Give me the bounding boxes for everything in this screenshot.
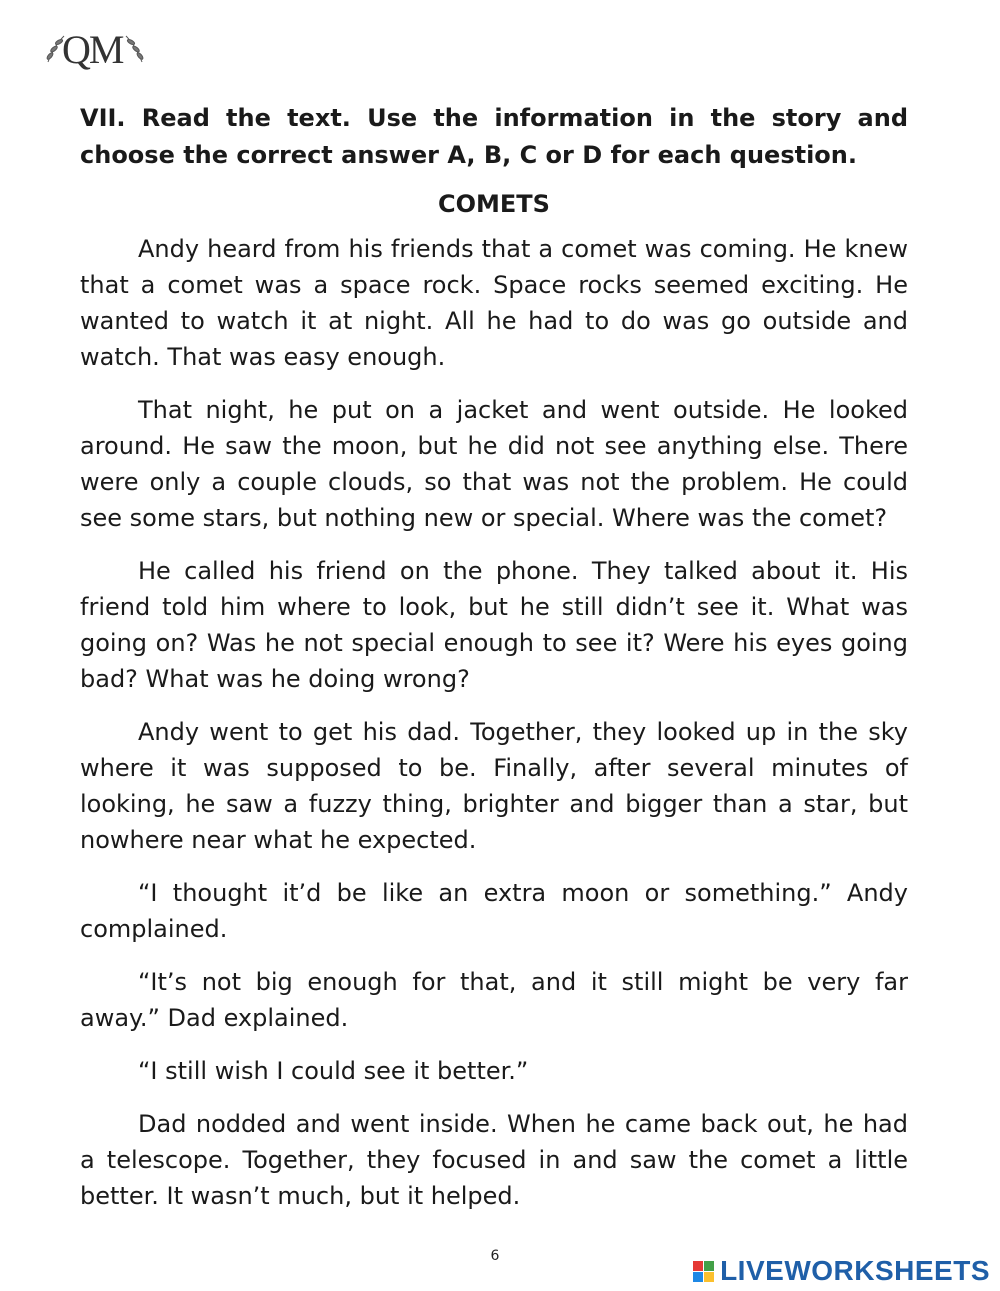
story-title: COMETS: [438, 190, 550, 218]
logo-text: QM: [62, 27, 123, 72]
qm-logo: [40, 22, 150, 74]
story-paragraph: He called his friend on the phone. They talked about it. His friend told him where to look, but he still didn’t see it. What was going on? Was he not special enough to see it? Were his eyes going bad? What was he doing wrong?: [80, 557, 908, 693]
story-paragraph: That night, he put on a jacket and went outside. He looked around. He saw the moon, but he did not see anything else. There were only a couple clouds, so that was not the problem. He could see some stars, but nothing new or special. Where was the comet?: [80, 396, 908, 532]
worksheet-content: [80, 100, 908, 1231]
story-paragraph: “I thought it’d be like an extra moon or something.” Andy complained.: [80, 879, 908, 943]
exercise-instructions: VII. Read the text. Use the information in the story and choose the correct answer A, B, C or D for each question.: [80, 104, 908, 169]
story-paragraph: “It’s not big enough for that, and it still might be very far away.” Dad explained.: [80, 968, 908, 1032]
page-number: 6: [490, 1248, 500, 1264]
story-paragraph: Dad nodded and went inside. When he came back out, he had a telescope. Together, they focused in and saw the comet a little better. It wasn’t much, but it helped.: [80, 1110, 908, 1210]
story-paragraph: Andy heard from his friends that a comet was coming. He knew that a comet was a space rock. Space rocks seemed exciting. He wanted to watch it at night. All he had to do was go outside and watch. That was easy enough.: [80, 235, 908, 371]
story-paragraph: “I still wish I could see it better.”: [138, 1057, 529, 1085]
liveworksheets-text: LIVEWORKSHEETS: [720, 1255, 990, 1286]
story-paragraph: Andy went to get his dad. Together, they looked up in the sky where it was supposed to be. Finally, after several minutes of looking, he saw a fuzzy thing, brighter and bigger than a star, but nowhere near what he expected.: [80, 718, 908, 854]
liveworksheets-watermark: [693, 1255, 990, 1287]
liveworksheets-logo-icon: [693, 1261, 714, 1282]
